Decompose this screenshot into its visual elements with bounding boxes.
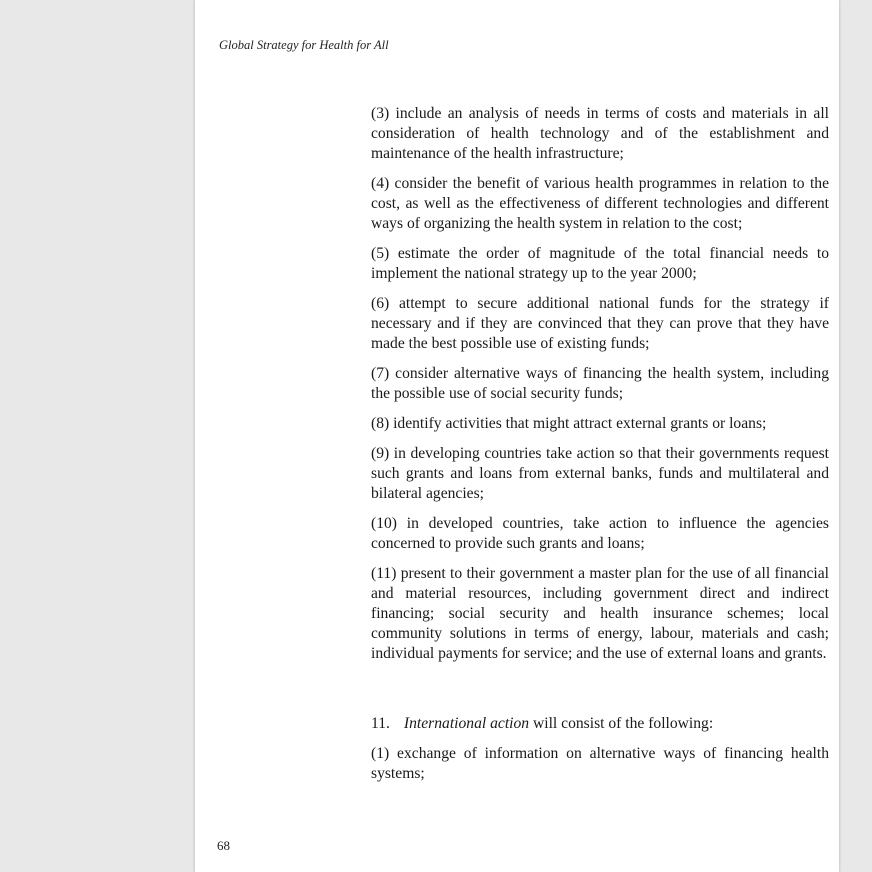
- list-item: (4) consider the benefit of various health programmes in relation to the cost, as well as the effectiveness of different technologies and different ways of organizing the health system in relation to the cost;: [371, 175, 829, 232]
- section-heading: [371, 714, 829, 734]
- running-header: Global Strategy for Health for All: [219, 38, 389, 52]
- body-text: [371, 104, 829, 794]
- list-item: (7) consider alternative ways of financing the health system, including the possible use of social security funds;: [371, 365, 829, 402]
- list-item: (9) in developing countries take action so that their governments request such grants and loans from external banks, funds and multilateral and bilateral agencies;: [371, 445, 829, 502]
- document-page: [195, 0, 839, 872]
- section-text: will consist of the following:: [529, 715, 714, 732]
- list-item: (3) include an analysis of needs in terms of costs and materials in all consideration of health technology and of the establishment and maintenance of the health infrastructure;: [371, 105, 829, 162]
- list-item: (6) attempt to secure additional national funds for the strategy if necessary and if they are convinced that they can prove that they have made the best possible use of existing funds;: [371, 295, 829, 352]
- list-item: (1) exchange of information on alternative ways of financing health systems;: [371, 745, 829, 782]
- list-item: (8) identify activities that might attract external grants or loans;: [371, 415, 767, 432]
- list-item: (5) estimate the order of magnitude of the total financial needs to implement the national strategy up to the year 2000;: [371, 245, 829, 282]
- list-item: (10) in developed countries, take action to influence the agencies concerned to provide such grants and loans;: [371, 515, 829, 552]
- section-number: 11.: [371, 715, 390, 732]
- section-emphasis: International action: [403, 715, 530, 732]
- list-item: (11) present to their government a master plan for the use of all financial and material resources, including government direct and indirect financing; social security and health insurance schemes; local community solutions in terms of energy, labour, materials and cash; individual payments for service; and the use of external loans and grants.: [371, 565, 829, 662]
- page-number: 68: [217, 838, 230, 853]
